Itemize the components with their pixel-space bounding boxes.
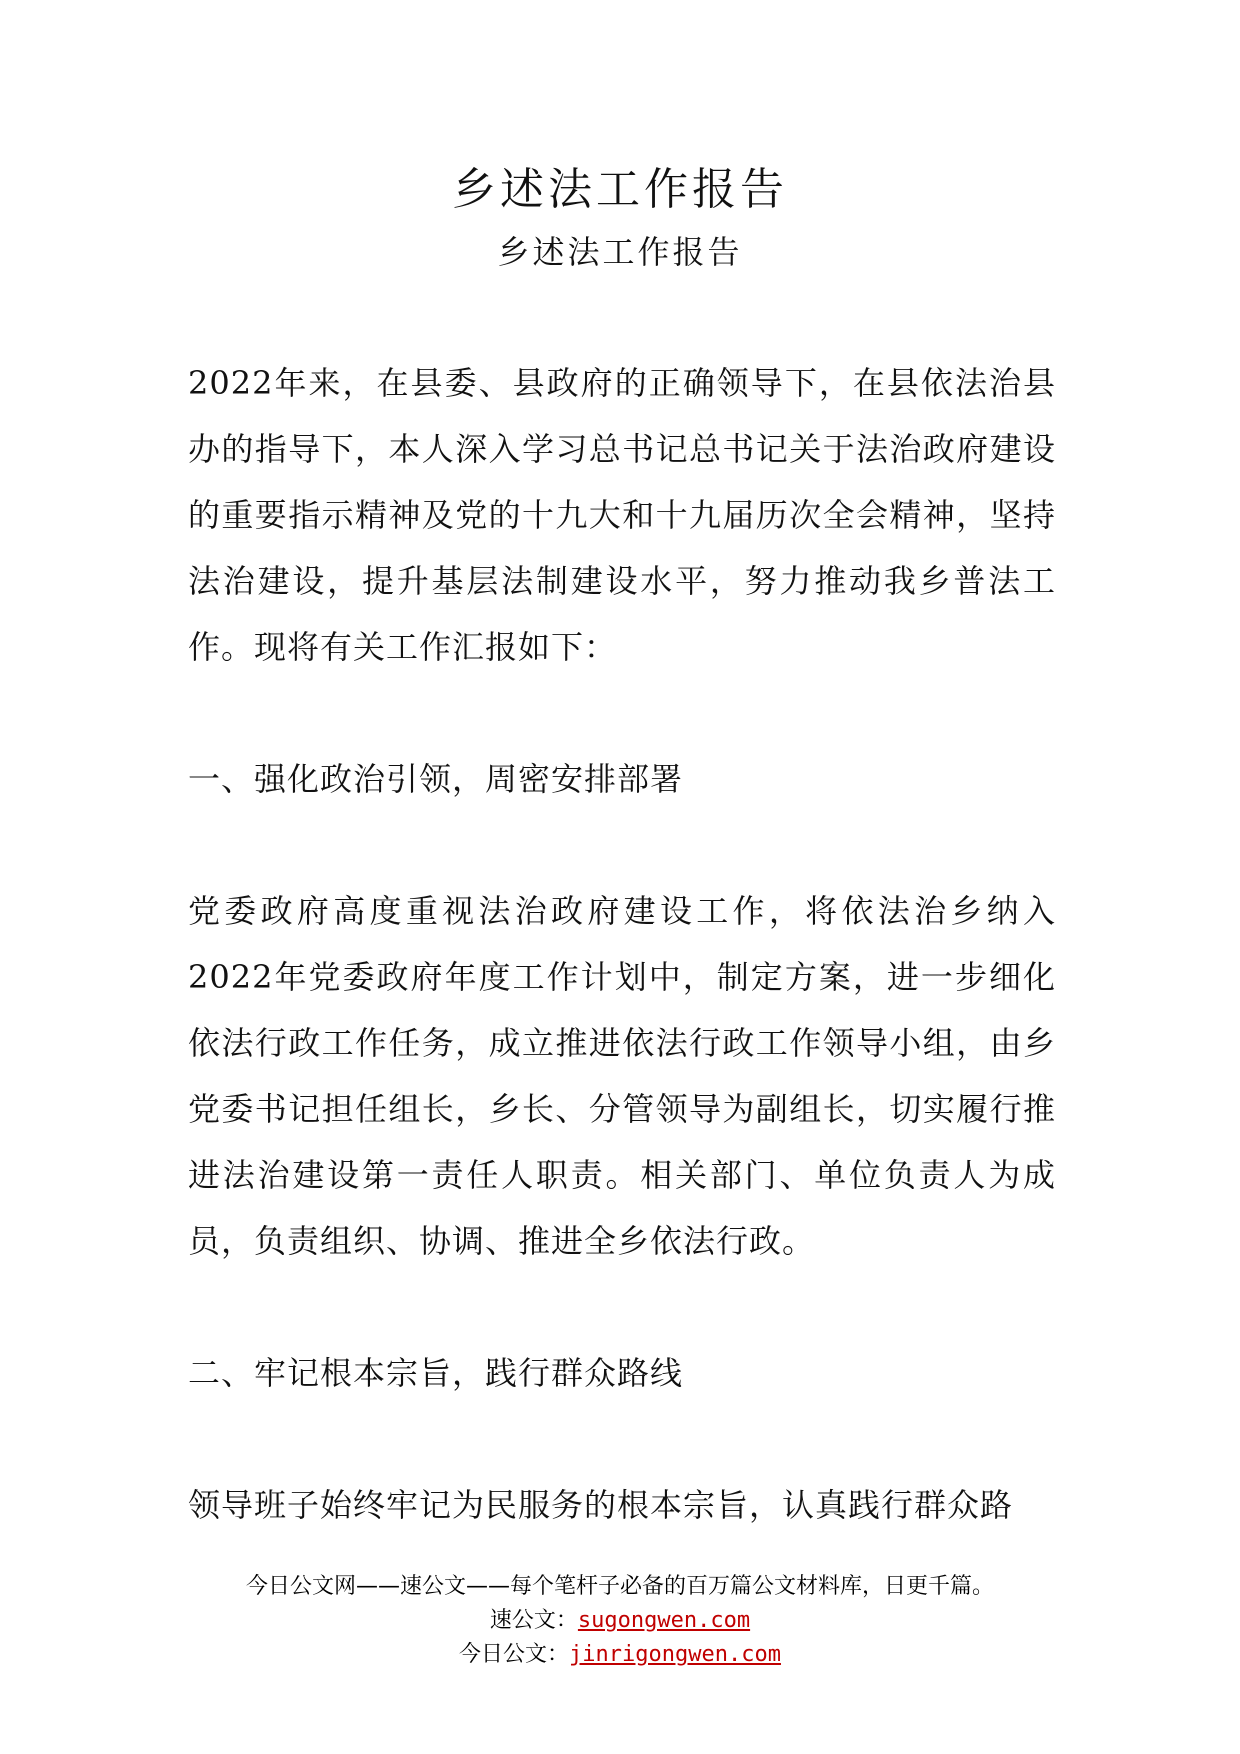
footer: [0, 1570, 1240, 1672]
footer-site-1-link[interactable]: sugongwen.com: [577, 1608, 751, 1633]
paragraph-section-1: 党委政府高度重视法治政府建设工作，将依法治乡纳入2022年党委政府年度工作计划中，制定方案，进一步细化依法行政工作任务，成立推进依法行政工作领导小组，由乡党委书记担任组长，乡长、分管领导为副组长，切实履行推进法治建设第一责任人职责。相关部门、单位负责人为成员，负责组织、协调、推进全乡依法行政。: [188, 892, 1056, 1260]
document-body: [188, 350, 1056, 1604]
footer-site-1: [0, 1604, 1240, 1638]
footer-slogan: 今日公文网——速公文——每个笔杆子必备的百万篇公文材料库，日更千篇。: [245, 1574, 994, 1599]
paragraph-section-2: 领导班子始终牢记为民服务的根本宗旨，认真践行群众路: [188, 1486, 1014, 1524]
section-heading-1: 一、强化政治引领，周密安排部署: [188, 760, 684, 798]
page-subtitle: 乡述法工作报告: [497, 233, 743, 271]
paragraph-intro: 2022年来，在县委、县政府的正确领导下，在县依法治县办的指导下，本人深入学习总书记总书记关于法治政府建设的重要指示精神及党的十九大和十九届历次全会精神，坚持法治建设，提升基层法制建设水平，努力推动我乡普法工作。现将有关工作汇报如下：: [188, 364, 1056, 666]
footer-site-1-label: 速公文：: [489, 1608, 578, 1633]
section-heading-2: 二、牢记根本宗旨，践行群众路线: [188, 1354, 684, 1392]
page-title: 乡述法工作报告: [452, 164, 788, 215]
footer-site-2-label: 今日公文：: [459, 1642, 570, 1667]
footer-site-2: [0, 1638, 1240, 1672]
footer-site-2-link[interactable]: jinrigongwen.com: [569, 1642, 781, 1667]
